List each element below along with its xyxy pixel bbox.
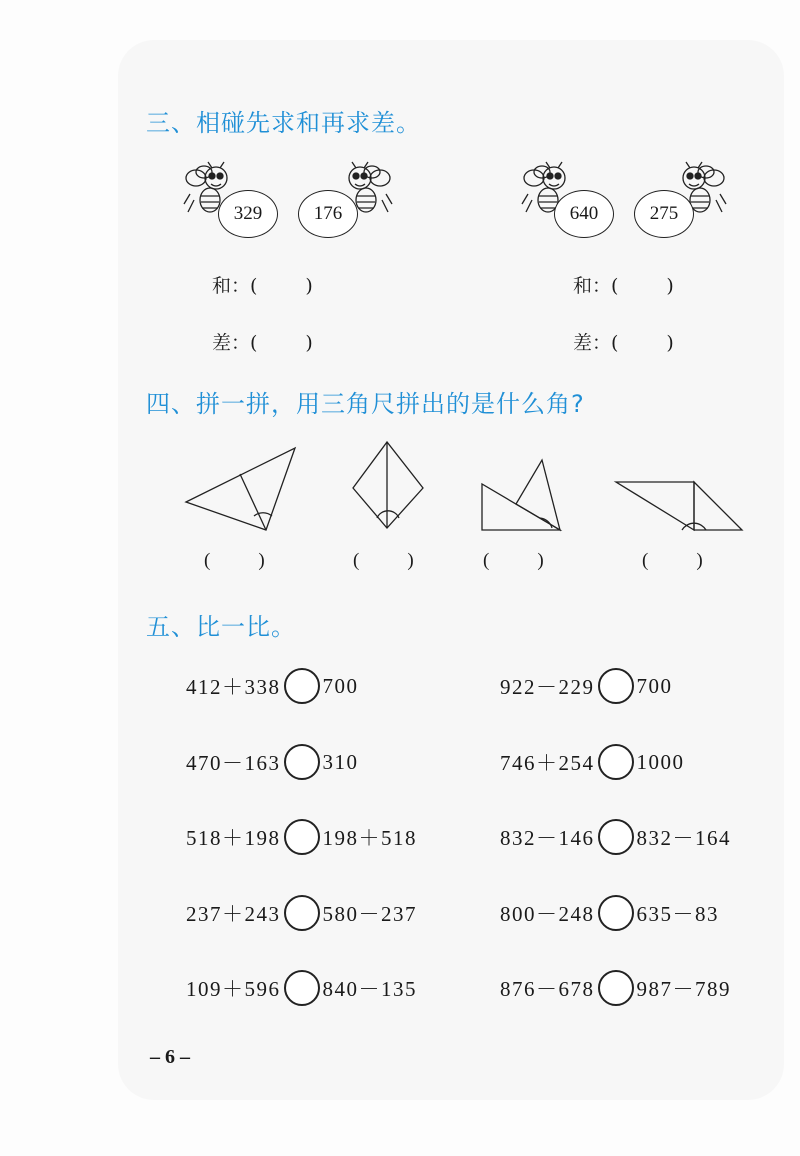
difference-answer[interactable] — [573, 328, 674, 355]
expression-left: 746＋254 — [500, 751, 595, 775]
compare-circle[interactable] — [598, 819, 634, 855]
compare-circle[interactable] — [598, 744, 634, 780]
close-paren: ) — [305, 332, 313, 354]
triangle-figure-3 — [476, 454, 566, 536]
compare-row — [500, 895, 719, 931]
compare-row — [500, 744, 685, 780]
section5-title: 五、比一比。 — [146, 613, 296, 641]
compare-circle[interactable] — [284, 895, 320, 931]
triangle-figure-1 — [180, 440, 306, 536]
expression-right: 987－789 — [636, 977, 731, 1001]
expression-left: 237＋243 — [186, 902, 281, 926]
expression-left: 518＋198 — [186, 826, 281, 850]
expression-right: 635－83 — [636, 902, 719, 926]
expression-left: 922－229 — [500, 675, 595, 699]
angle-answer-4[interactable]: ( ) — [642, 550, 703, 571]
close-paren: ) — [666, 332, 674, 354]
expression-right: 580－237 — [322, 902, 417, 926]
compare-row — [186, 895, 417, 931]
compare-circle[interactable] — [598, 970, 634, 1006]
difference-answer[interactable] — [212, 328, 313, 355]
triangle-figure-2 — [345, 436, 435, 536]
compare-circle[interactable] — [284, 970, 320, 1006]
expression-right: 832－164 — [636, 826, 731, 850]
expression-right: 840－135 — [322, 977, 417, 1001]
compare-row — [186, 744, 359, 780]
angle-answer-3[interactable]: ( ) — [483, 550, 544, 571]
close-paren: ) — [305, 275, 313, 297]
expression-right: 700 — [322, 673, 359, 698]
difference-label: 差：( — [212, 332, 258, 354]
angle-answer-1[interactable]: ( ) — [204, 550, 265, 571]
close-paren: ) — [666, 275, 674, 297]
compare-circle[interactable] — [284, 744, 320, 780]
expression-right: 700 — [636, 673, 673, 698]
angle-answer-2[interactable]: ( ) — [353, 550, 414, 571]
number-oval: 329 — [218, 190, 278, 238]
compare-row — [500, 668, 673, 704]
compare-circle[interactable] — [598, 668, 634, 704]
expression-left: 832－146 — [500, 826, 595, 850]
compare-circle[interactable] — [598, 895, 634, 931]
expression-left: 109＋596 — [186, 977, 281, 1001]
sum-answer[interactable] — [212, 271, 313, 298]
expression-left: 412＋338 — [186, 675, 281, 699]
expression-left: 800－248 — [500, 902, 595, 926]
compare-circle[interactable] — [284, 668, 320, 704]
section3-title: 三、相碰先求和再求差。 — [146, 109, 421, 137]
sum-label: 和：( — [212, 275, 258, 297]
sum-label: 和：( — [573, 275, 619, 297]
sum-answer[interactable] — [573, 271, 674, 298]
expression-left: 470－163 — [186, 751, 281, 775]
expression-right: 198＋518 — [322, 826, 417, 850]
difference-label: 差：( — [573, 332, 619, 354]
number-oval: 176 — [298, 190, 358, 238]
compare-row — [186, 970, 417, 1006]
compare-row — [500, 819, 731, 855]
expression-left: 876－678 — [500, 977, 595, 1001]
compare-row — [186, 819, 417, 855]
compare-row — [500, 970, 731, 1006]
expression-right: 310 — [322, 749, 359, 774]
compare-circle[interactable] — [284, 819, 320, 855]
compare-row — [186, 668, 359, 704]
triangle-figure-4 — [610, 474, 748, 536]
section4-title: 四、拼一拼，用三角尺拼出的是什么角? — [146, 390, 585, 418]
number-oval: 640 — [554, 190, 614, 238]
number-oval: 275 — [634, 190, 694, 238]
expression-right: 1000 — [636, 749, 685, 774]
page-number: – 6 – — [150, 1046, 190, 1068]
